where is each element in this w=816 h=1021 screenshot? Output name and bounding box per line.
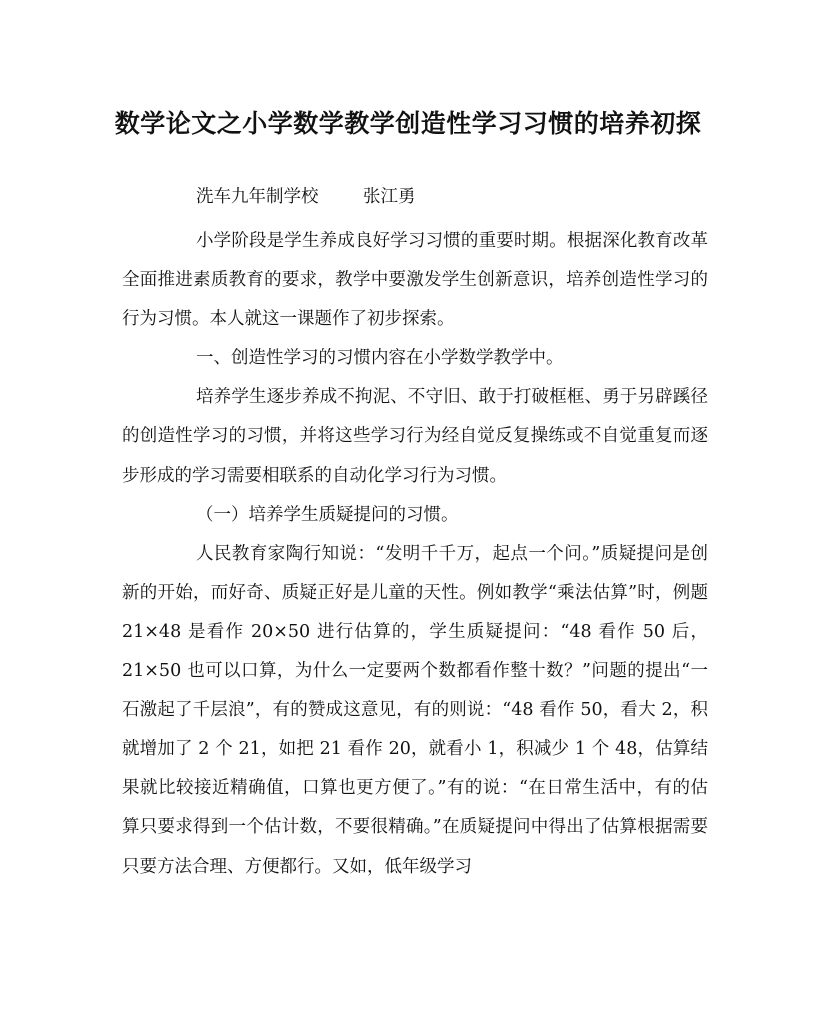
document-body <box>122 222 708 887</box>
author-line: 洗车九年制学校 张江勇 <box>196 187 416 207</box>
paragraph-intro: 小学阶段是学生养成良好学习习惯的重要时期。根据深化教育改革全面推进素质教育的要求，教学中要激发学生创新意识，培养创造性学习的行为习惯。本人就这一课题作了初步探索。 <box>122 231 708 330</box>
paragraph-habits: 培养学生逐步养成不拘泥、不守旧、敢于打破框框、勇于另辟蹊径的创造性学习的习惯，并将这些学习行为经自觉反复操练或不自觉重复而逐步形成的学习需要相联系的自动化学习行为习惯。 <box>122 387 708 486</box>
section-heading-1: 一、创造性学习的习惯内容在小学数学教学中。 <box>196 348 564 369</box>
paragraph-questioning: 人民教育家陶行知说：“发明千千万，起点一个问。”质疑提问是创新的开始，而好奇、质疑正好是儿童的天性。例如教学“乘法估算”时，例题 21×48 是看作 20×50 进行估算的，学生质疑提问：“48 看作 50 后，21×50 也可以口算，为什么一定要两个数都看作整十数？”问题的提出“一石激起了千层浪”，有的赞成这意见，有的则说：“48 看作 50，看大 2，积就增加了 2 个 21，如把 21 看作 20，就看小 1，积减少 1 个 48，估算结果就比较接近精确值，口算也更方便了。”有的说：“在日常生活中，有的估算只要求得到一个估计数，不要很精确。”在质疑提问中得出了估算根据需要只要方法合理、方便都行。又如，低年级学习 <box>122 543 708 877</box>
document-title: 数学论文之小学数学教学创造性学习习惯的培养初探 <box>114 109 702 138</box>
subsection-heading-1: （一）培养学生质疑提问的习惯。 <box>196 504 459 525</box>
